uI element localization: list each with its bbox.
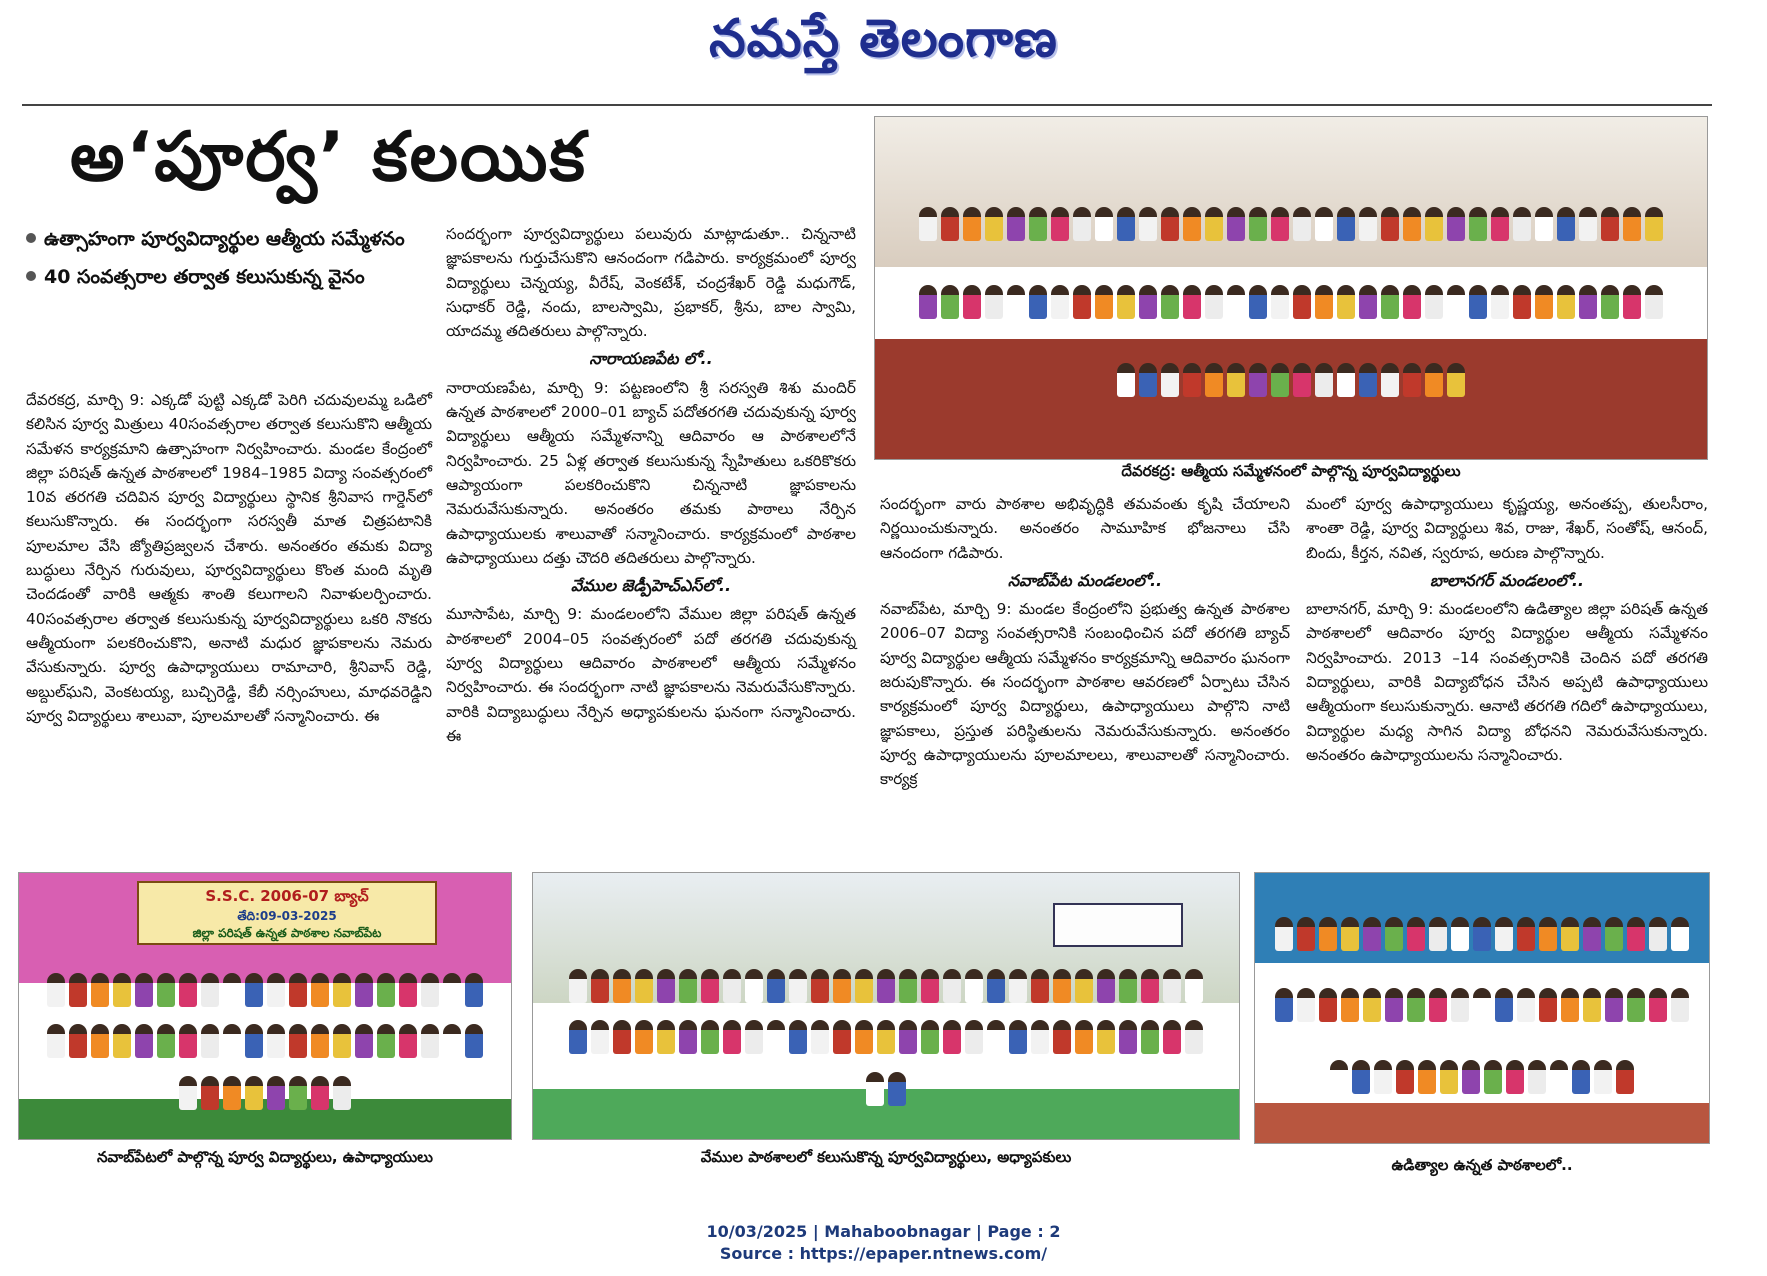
person-figure (1491, 207, 1509, 241)
event-banner: S.S.C. 2006-07 బ్యాచ్ తేది:09-03-2025 జిల్లా పరిషత్ ఉన్నత పాఠశాల నవాబ్‌పేట (137, 881, 437, 945)
person-figure (1557, 285, 1575, 319)
person-figure (921, 969, 939, 1003)
person-figure (1363, 917, 1381, 951)
person-figure (47, 1024, 65, 1058)
person-figure (1051, 207, 1069, 241)
person-figure (657, 969, 675, 1003)
person-figure (1117, 285, 1135, 319)
person-figure (1029, 207, 1047, 241)
person-figure (1469, 207, 1487, 241)
person-figure (223, 973, 241, 1007)
person-figure (745, 969, 763, 1003)
person-figure (1605, 917, 1623, 951)
school-signboard (1053, 903, 1183, 947)
newspaper-logo: నమస్తే తెలంగాణ (709, 8, 1058, 69)
person-figure (1352, 1060, 1370, 1094)
person-figure (421, 973, 439, 1007)
person-figure (1031, 1020, 1049, 1054)
person-figure (1561, 988, 1579, 1022)
person-figure (289, 973, 307, 1007)
person-figure (1557, 207, 1575, 241)
person-figure (157, 973, 175, 1007)
person-figure (113, 1024, 131, 1058)
person-figure (1649, 988, 1667, 1022)
article-column-3 (880, 492, 1290, 794)
article-column-2 (446, 222, 856, 750)
person-figure (1007, 285, 1025, 319)
person-figure (1315, 285, 1333, 319)
masthead (0, 8, 1767, 86)
person-figure (1139, 285, 1157, 319)
person-figure (1539, 988, 1557, 1022)
person-figure (1183, 363, 1201, 397)
person-figure (1185, 969, 1203, 1003)
bullet-icon (26, 271, 36, 281)
person-figure (701, 1020, 719, 1054)
person-figure (591, 969, 609, 1003)
person-figure (1447, 285, 1465, 319)
person-figure (179, 1076, 197, 1110)
person-figure (267, 1076, 285, 1110)
person-figure (1429, 988, 1447, 1022)
article-paragraph: మూసాపేట, మార్చి 9: మండలంలోని వేముల జిల్లా పరిషత్ ఉన్నత పాఠశాలలో 2004–05 సంవత్సరంలో పదో తరగతి చదువుకున్న పూర్వ విద్యార్థులు ఆదివారం పాఠశాలలో ఆత్మీయ సమ్మేళనం నిర్వహించారు. ఈ సందర్భంగా నాటి జ్ఞాపకాలను నెమరువేసుకొన్నారు. వారికి విద్యాబుద్ధులు నేర్పిన అధ్యాపకులను ఘనంగా సన్మానించారు. ఈ (446, 605, 856, 745)
section-subhead: బాలానగర్ మండలంలో.. (1430, 570, 1584, 590)
person-figure (1161, 363, 1179, 397)
person-figure (1407, 917, 1425, 951)
person-figure (679, 969, 697, 1003)
person-figure (1119, 1020, 1137, 1054)
bullet-text: 40 సంవత్సరాల తర్వాత కలుసుకున్న వైనం (44, 266, 365, 288)
person-figure (1031, 969, 1049, 1003)
person-figure (855, 969, 873, 1003)
person-figure (179, 973, 197, 1007)
person-figure (245, 1024, 263, 1058)
person-figure (1227, 363, 1245, 397)
person-figure (91, 973, 109, 1007)
person-figure (811, 969, 829, 1003)
person-figure (613, 969, 631, 1003)
person-figure (1425, 285, 1443, 319)
person-figure (1161, 285, 1179, 319)
section-subhead: నవాబ్‌పేట మండలంలో.. (1007, 570, 1163, 590)
person-figure (1293, 207, 1311, 241)
masthead-rule (22, 104, 1712, 106)
person-figure (1451, 917, 1469, 951)
person-figure (833, 969, 851, 1003)
person-figure (1073, 285, 1091, 319)
person-figure (1579, 207, 1597, 241)
person-figure (1425, 363, 1443, 397)
summary-bullets (26, 222, 436, 298)
person-figure (399, 973, 417, 1007)
article-column-1 (26, 388, 432, 730)
person-figure (1341, 988, 1359, 1022)
person-figure (1671, 988, 1689, 1022)
person-figure (1205, 207, 1223, 241)
person-figure (1495, 988, 1513, 1022)
person-figure (1572, 1060, 1590, 1094)
person-figure (963, 207, 981, 241)
person-figure (91, 1024, 109, 1058)
person-figure (767, 969, 785, 1003)
bullet-text: ఉత్సాహంగా పూర్వవిద్యార్థుల ఆత్మీయ సమ్మేళనం (44, 228, 405, 250)
person-figure (1293, 363, 1311, 397)
person-figure (1579, 285, 1597, 319)
person-figure (701, 969, 719, 1003)
person-figure (201, 973, 219, 1007)
person-figure (1396, 1060, 1414, 1094)
person-figure (919, 285, 937, 319)
person-figure (1623, 285, 1641, 319)
photo-nawabpet (18, 872, 512, 1140)
person-figure (1095, 207, 1113, 241)
person-figure (985, 285, 1003, 319)
person-figure (1227, 285, 1245, 319)
person-figure (1583, 988, 1601, 1022)
person-figure (1583, 917, 1601, 951)
person-figure (1337, 363, 1355, 397)
person-figure (69, 973, 87, 1007)
person-figure (1627, 988, 1645, 1022)
person-figure (1249, 363, 1267, 397)
person-figure (1051, 285, 1069, 319)
person-figure (1517, 917, 1535, 951)
photo-uditYala (1254, 872, 1710, 1144)
person-figure (1407, 988, 1425, 1022)
person-figure (1053, 969, 1071, 1003)
person-figure (1601, 285, 1619, 319)
person-figure (767, 1020, 785, 1054)
person-figure (1594, 1060, 1612, 1094)
person-figure (1528, 1060, 1546, 1094)
person-figure (267, 1024, 285, 1058)
person-figure (113, 973, 131, 1007)
person-figure (1649, 917, 1667, 951)
person-figure (311, 1024, 329, 1058)
person-figure (1139, 363, 1157, 397)
person-figure (921, 1020, 939, 1054)
person-figure (987, 1020, 1005, 1054)
person-figure (201, 1024, 219, 1058)
person-figure (377, 973, 395, 1007)
person-figure (1271, 207, 1289, 241)
person-figure (1053, 1020, 1071, 1054)
person-figure (899, 1020, 917, 1054)
person-figure (1097, 1020, 1115, 1054)
person-figure (1473, 917, 1491, 951)
person-figure (1513, 285, 1531, 319)
person-figure (1095, 285, 1113, 319)
photo-caption: ఉడిత్యాల ఉన్నత పాఠశాలలో.. (1391, 1156, 1573, 1174)
bullet-icon (26, 233, 36, 243)
person-figure (1141, 969, 1159, 1003)
person-figure (245, 1076, 263, 1110)
article-column-4 (1306, 492, 1708, 769)
person-figure (1117, 207, 1135, 241)
article-paragraph: సందర్భంగా పూర్వవిద్యార్థులు పలువురు మాట్లాడుతూ.. చిన్ననాటి జ్ఞాపకాలను గుర్తుచేసుకొని ఆనందంగా గడిపారు. కార్యక్రమంలో పూర్వ విద్యార్థులు చెన్నయ్య, వీరేష్, వెంకటేశ్, చంద్రశేఖర్ రెడ్డి మధుగౌడ్, సుధాకర్ రెడ్డి, నందు, బాలస్వామి, ప్రభాకర్, శ్రీను, బాల స్వామి, యాదమ్మ తదితరులు పాల్గొన్నారు. (446, 225, 856, 341)
person-figure (833, 1020, 851, 1054)
person-figure (1440, 1060, 1458, 1094)
person-figure (1561, 917, 1579, 951)
person-figure (941, 285, 959, 319)
person-figure (789, 1020, 807, 1054)
person-figure (1506, 1060, 1524, 1094)
person-figure (1403, 363, 1421, 397)
person-figure (1469, 285, 1487, 319)
person-figure (1249, 285, 1267, 319)
person-figure (1337, 207, 1355, 241)
person-figure (1073, 207, 1091, 241)
person-figure (69, 1024, 87, 1058)
person-figure (1029, 285, 1047, 319)
person-figure (465, 1024, 483, 1058)
person-figure (723, 1020, 741, 1054)
person-figure (1097, 969, 1115, 1003)
person-figure (333, 973, 351, 1007)
person-figure (245, 973, 263, 1007)
person-figure (1315, 207, 1333, 241)
person-figure (789, 969, 807, 1003)
person-figure (1623, 207, 1641, 241)
person-figure (1385, 917, 1403, 951)
person-figure (1381, 207, 1399, 241)
person-figure (635, 1020, 653, 1054)
article-paragraph: నవాబ్‌పేట, మార్చి 9: మండల కేంద్రంలోని ప్రభుత్వ ఉన్నత పాఠశాల 2006–07 విద్యా సంవత్సరానికి సంబంధించిన పదో తరగతి బ్యాచ్ పూర్వ విద్యార్థుల ఆత్మీయ సమ్మేళనం కార్యక్రమాన్ని ఆదివారం ఘనంగా జరుపుకొన్నారు. ఈ సందర్భంగా పాఠశాల ఆవరణలో ఏర్పాటు చేసిన కార్యక్రమంలో పూర్వ విద్యార్థులు, ఉపాధ్యాయులు పాల్గొని నాటి జ్ఞాపకాలు, ప్రస్తుత పరిస్థితులను నెమరువేసుకున్నారు. అనంతరం పూర్వ ఉపాధ్యాయులను పూలమాలలు, శాలువాలతో సన్మానించారు. కార్యక్ర (880, 600, 1290, 789)
person-figure (1205, 363, 1223, 397)
person-figure (569, 1020, 587, 1054)
person-figure (1381, 363, 1399, 397)
person-figure (963, 285, 981, 319)
person-figure (569, 969, 587, 1003)
person-figure (1451, 988, 1469, 1022)
person-figure (223, 1076, 241, 1110)
person-figure (1535, 207, 1553, 241)
person-figure (1645, 285, 1663, 319)
person-figure (943, 1020, 961, 1054)
person-figure (1491, 285, 1509, 319)
person-figure (135, 1024, 153, 1058)
person-figure (1009, 969, 1027, 1003)
person-figure (1007, 207, 1025, 241)
person-figure (1535, 285, 1553, 319)
person-figure (987, 969, 1005, 1003)
person-figure (1359, 363, 1377, 397)
person-figure (443, 973, 461, 1007)
photo-caption: నవాబ్‌పేటలో పాల్గొన్న పూర్వ విద్యార్థులు, ఉపాధ్యాయులు (97, 1148, 433, 1166)
person-figure (1601, 207, 1619, 241)
person-figure (1671, 917, 1689, 951)
person-figure (223, 1024, 241, 1058)
person-figure (1119, 969, 1137, 1003)
person-figure (333, 1076, 351, 1110)
section-subhead: వేముల జెడ్పీహెచ్‌ఎస్‌లో.. (570, 576, 732, 596)
person-figure (591, 1020, 609, 1054)
person-figure (1381, 285, 1399, 319)
person-figure (1484, 1060, 1502, 1094)
person-figure (201, 1076, 219, 1110)
person-figure (1627, 917, 1645, 951)
photo-vemula (532, 872, 1240, 1140)
person-figure (1163, 1020, 1181, 1054)
person-figure (1275, 988, 1293, 1022)
person-figure (657, 1020, 675, 1054)
person-figure (1403, 207, 1421, 241)
person-figure (943, 969, 961, 1003)
person-figure (1315, 363, 1333, 397)
person-figure (179, 1024, 197, 1058)
person-figure (919, 207, 937, 241)
person-figure (157, 1024, 175, 1058)
person-figure (311, 973, 329, 1007)
person-figure (888, 1072, 906, 1106)
person-figure (1249, 207, 1267, 241)
person-figure (355, 1024, 373, 1058)
person-figure (1271, 285, 1289, 319)
person-figure (1271, 363, 1289, 397)
person-figure (1495, 917, 1513, 951)
person-figure (311, 1076, 329, 1110)
person-figure (1075, 1020, 1093, 1054)
person-figure (333, 1024, 351, 1058)
person-figure (47, 973, 65, 1007)
person-figure (1275, 917, 1293, 951)
person-figure (723, 969, 741, 1003)
person-figure (1616, 1060, 1634, 1094)
person-figure (877, 1020, 895, 1054)
person-figure (1205, 285, 1223, 319)
photo-caption: దేవరకద్ర: ఆత్మీయ సమ్మేళనంలో పాల్గొన్న పూర్వవిద్యార్థులు (1121, 462, 1461, 480)
person-figure (1359, 285, 1377, 319)
person-figure (1473, 988, 1491, 1022)
person-figure (1513, 207, 1531, 241)
person-figure (1447, 207, 1465, 241)
person-figure (1183, 207, 1201, 241)
photo-devarakadra (874, 116, 1708, 460)
person-figure (421, 1024, 439, 1058)
person-figure (399, 1024, 417, 1058)
person-figure (877, 969, 895, 1003)
person-figure (1539, 917, 1557, 951)
person-figure (613, 1020, 631, 1054)
person-figure (135, 973, 153, 1007)
person-figure (377, 1024, 395, 1058)
person-figure (1550, 1060, 1568, 1094)
person-figure (1161, 207, 1179, 241)
person-figure (1293, 285, 1311, 319)
person-figure (289, 1076, 307, 1110)
person-figure (1330, 1060, 1348, 1094)
article-paragraph: దేవరకద్ర, మార్చి 9: ఎక్కడో పుట్టి ఎక్కడో పెరిగి చదువులమ్మ ఒడిలో కలిసిన పూర్వ మిత్రులు 40సంవత్సరాల తర్వాత కలుసుకొని ఆత్మీయ సమేళన కార్యక్రమాని ఉత్సాహంగా నిర్వహించారు. మండల కేంద్రంలో జిల్లా పరిషత్ ఉన్నత పాఠశాలలో 1984–1985 విద్యా సంవత్సరంలో 10వ తరగతి చదివిన పూర్వ విద్యార్థులు స్థానిక శ్రీనివాస గార్డెన్‌లో కలుసుకొన్నారు. ఈ సందర్భంగా సరస్వతీ మాత చిత్రపటానికి పూలమాల వేసి జ్యోతిప్రజ్వలన చేశారు. అనంతరం తమకు విద్యా బుద్ధులు నేర్పిన గురువులు, పూర్వవిద్యార్థులు కొంత మంది మృతి చెందడంతో వారికి ఆత్మకు శాంతి కలుగాలని నివాళులర్పించారు. 40సంవత్సరాల తర్వాత కలుసుకున్న పూర్వవిద్యార్థులు ఒకరి నొకరు ఆత్మీయంగా పలకరించుకొని, అనాటి మధుర జ్ఞాపకాలను నెమరు వేసుకున్నారు. పూర్వ ఉపాధ్యాయులు రామాచారి, శ్రీనివాస్ రెడ్డి, అబ్దుల్‌ఘని, వెంకటయ్య, బుచ్చిరెడ్డి, కేబీ నర్సింహులు, మాధవరెడ్డిని పూర్వ విద్యార్థులు శాలువా, పూలమాలతో సన్మానించారు. ఈ (26, 391, 432, 725)
person-figure (1341, 917, 1359, 951)
summary-bullet (26, 260, 436, 294)
person-figure (1363, 988, 1381, 1022)
person-figure (1605, 988, 1623, 1022)
article-paragraph: సందర్భంగా వారు పాఠశాల అభివృద్ధికి తమవంతు కృషి చేయాలని నిర్ణయించుకున్నారు. అనంతరం సామూహిక భోజనాలు చేసి ఆనందంగా గడిపారు. (880, 495, 1290, 562)
person-figure (443, 1024, 461, 1058)
person-figure (289, 1024, 307, 1058)
person-figure (745, 1020, 763, 1054)
article-headline: అ‘పూర్వ’ కలయిక (70, 118, 587, 197)
person-figure (679, 1020, 697, 1054)
footer-dateline: 10/03/2025 | Mahaboobnagar | Page : 2 (706, 1222, 1061, 1241)
person-figure (1403, 285, 1421, 319)
person-figure (1517, 988, 1535, 1022)
person-figure (1374, 1060, 1392, 1094)
person-figure (1117, 363, 1135, 397)
article-paragraph: మంలో పూర్వ ఉపాధ్యాయులు కృష్ణయ్య, అనంతప్ప, తులసీరాం, శాంతా రెడ్డి, పూర్వ విద్యార్థులు శివ, రాజు, శేఖర్, సంతోష్, ఆనంద్, బిందు, కీర్తన, నవిత, స్వరూప, అరుణ పాల్గొన్నారు. (1306, 495, 1708, 562)
person-figure (635, 969, 653, 1003)
person-figure (465, 973, 483, 1007)
person-figure (1447, 363, 1465, 397)
person-figure (1141, 1020, 1159, 1054)
person-figure (1075, 969, 1093, 1003)
person-figure (1139, 207, 1157, 241)
person-figure (1425, 207, 1443, 241)
person-figure (1429, 917, 1447, 951)
person-figure (965, 969, 983, 1003)
article-paragraph: నారాయణపేట, మార్చి 9: పట్టణంలోని శ్రీ సరస్వతి శిశు మందిర్ ఉన్నత పాఠశాలలో 2000–01 బ్యాచ్ పదోతరగతి చదువుకున్న పూర్వ విద్యార్థులు ఆత్మీయ సమ్మేళనాన్ని ఆదివారం ఆ పాఠశాలలోనే నిర్వహించారు. 25 ఏళ్ల తర్వాత కలుసుకున్న స్నేహితులు ఒకరికొకరు ఆప్యాయంగా పలకరించుకొని చిన్ననాటి జ్ఞాపకాలను నెమరువేసుకున్నారు. అనంతరం తమకు పాఠాలు నేర్పిన ఉపాధ్యాయులకు శాలువాతో సన్మానించారు. కార్యక్రమంలో పాఠశాల ఉపాధ్యాయులు దత్తు చౌదరి తదితరులు పాల్గొన్నారు. (446, 378, 856, 567)
section-subhead: నారాయణపేట లో.. (589, 349, 713, 369)
person-figure (855, 1020, 873, 1054)
person-figure (965, 1020, 983, 1054)
person-figure (1227, 207, 1245, 241)
person-figure (1009, 1020, 1027, 1054)
person-figure (1418, 1060, 1436, 1094)
person-figure (1359, 207, 1377, 241)
person-figure (941, 207, 959, 241)
person-figure (1297, 988, 1315, 1022)
person-figure (866, 1072, 884, 1106)
person-figure (1385, 988, 1403, 1022)
article-paragraph: బాలానగర్, మార్చి 9: మండలంలోని ఉడిత్యాల జిల్లా పరిషత్ ఉన్నత పాఠశాలలో ఆదివారం పూర్వ విద్యార్థుల ఆత్మీయ సమ్మేళనం నిర్వహించారు. 2013 –14 సంవత్సరానికి చెందిన పదో తరగతి విద్యార్థులు, వారికి విద్యాబోధన చేసిన అప్పటి ఉపాధ్యాయులు ఆత్మీయంగా కలుసుకున్నారు. ఆనాటి తరగతి గదిలో ఉపాధ్యాయులు, విద్యార్థుల మధ్య సాగిన విద్యా బోధనని నెమరువేసుకున్నారు. అనంతరం ఉపాధ్యాయులను సన్మానించారు. (1306, 600, 1708, 764)
person-figure (1163, 969, 1181, 1003)
person-figure (1645, 207, 1663, 241)
person-figure (1297, 917, 1315, 951)
summary-bullet (26, 222, 436, 256)
person-figure (267, 973, 285, 1007)
person-figure (1319, 917, 1337, 951)
footer-source-link[interactable]: Source : https://epaper.ntnews.com/ (719, 1244, 1048, 1263)
person-figure (1319, 988, 1337, 1022)
person-figure (811, 1020, 829, 1054)
person-figure (1462, 1060, 1480, 1094)
person-figure (1337, 285, 1355, 319)
person-figure (1183, 285, 1201, 319)
person-figure (1185, 1020, 1203, 1054)
person-figure (985, 207, 1003, 241)
person-figure (899, 969, 917, 1003)
person-figure (355, 973, 373, 1007)
photo-caption: వేముల పాఠశాలలో కలుసుకొన్న పూర్వవిద్యార్థులు, అధ్యాపకులు (700, 1148, 1072, 1166)
